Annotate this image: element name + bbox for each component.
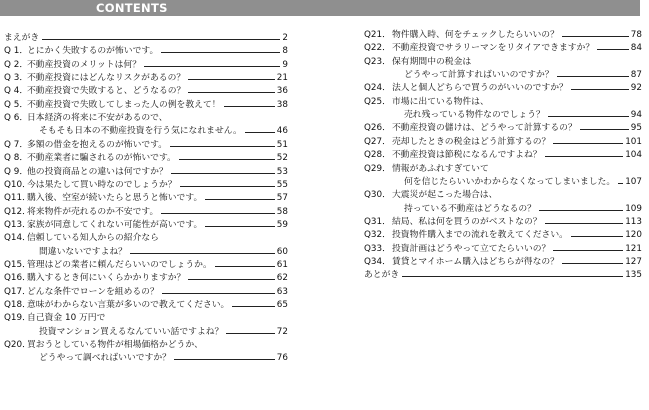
toc-entry-page: 78	[630, 30, 642, 40]
toc-entry-title: 管理はどの業者に頼んだらいいのでしょうか。	[27, 259, 212, 270]
toc-leader-line	[571, 89, 629, 90]
toc-entry-number: Q 1．	[4, 46, 29, 57]
toc-leader-line	[171, 173, 275, 174]
toc-entry[interactable]	[364, 164, 642, 191]
toc-entry-number: Q22．	[364, 43, 391, 54]
toc-entry[interactable]	[4, 60, 288, 73]
toc-entry-number: Q18．	[4, 300, 31, 310]
toc-entry-page: 104	[625, 150, 642, 161]
toc-entry-page: 107	[625, 176, 642, 187]
toc-entry[interactable]	[4, 260, 288, 273]
toc-leader-line	[545, 223, 624, 224]
toc-entry-page: 63	[276, 286, 288, 297]
toc-entry-page: 61	[276, 259, 288, 270]
toc-entry-title: 売却したときの税金はどう計算するの？	[392, 136, 551, 147]
toc-entry-page: 38	[276, 99, 288, 110]
toc-entry-title: 間違いないですよね？	[39, 246, 127, 257]
toc-entry-page: 76	[276, 353, 288, 364]
toc-entry[interactable]	[364, 150, 642, 163]
toc-leader-line	[179, 159, 275, 160]
toc-leader-line	[557, 76, 629, 77]
toc-entry[interactable]	[4, 167, 288, 180]
toc-entry-title: 不動産投資は節税になるんですよね？	[392, 150, 542, 161]
toc-entry-title: 意味がわからない言葉が多いので教えてください。	[27, 300, 230, 310]
toc-entry-number: Q19．	[4, 313, 31, 324]
toc-entry-title: 物件購入時、何をチェックしたらいいの？	[392, 30, 559, 40]
toc-entry-title: 投資計画はどうやって立てたらいいの？	[392, 243, 551, 254]
toc-entry-title: 市場に出ている物件は、	[392, 96, 489, 107]
toc-leader-line	[188, 92, 274, 93]
toc-entry-number: Q11．	[4, 193, 31, 204]
toc-entry-title: 投資マンション買えるなんていい話ですよね？	[39, 326, 224, 337]
toc-leader-line	[548, 116, 629, 117]
toc-entry[interactable]	[4, 207, 288, 220]
toc-entry-title: 購入するとき何にいくらかかりますか？	[27, 273, 186, 284]
toc-entry-number: Q12．	[4, 206, 31, 217]
toc-entry-number: Q 6．	[4, 113, 29, 124]
toc-entry-title: 家族が同意してくれない可能性が高いです。	[27, 219, 203, 230]
toc-entry-title: どうやって計算すればいいのですか？	[404, 70, 554, 81]
toc-leader-line	[553, 250, 623, 251]
toc-leader-line	[161, 213, 275, 214]
toc-entry-title: 不動産投資で失敗してしまった人の例を教えて！	[27, 99, 221, 110]
toc-entry-page: 2	[282, 33, 288, 43]
toc-leader-line	[562, 263, 623, 264]
toc-entry[interactable]	[4, 220, 288, 233]
toc-entry-title: 投資物件購入までの流れを教えてください。	[392, 230, 568, 241]
toc-entry-page: 101	[625, 136, 642, 147]
toc-entry-page: 55	[276, 179, 288, 190]
toc-entry[interactable]	[4, 140, 288, 153]
toc-leader-line	[597, 49, 629, 50]
toc-entry[interactable]	[364, 123, 642, 136]
toc-entry[interactable]	[4, 273, 288, 286]
toc-entry-title: 他の投資商品との違いは何ですか？	[27, 166, 168, 177]
toc-entry-title: 不動産投資の儲けは、どうやって計算するの？	[392, 123, 577, 134]
toc-entry-number: Q24．	[364, 83, 391, 94]
toc-entry-number: Q13．	[4, 219, 31, 230]
toc-entry-page: 52	[276, 153, 288, 164]
toc-entry-title: 何を信じたらいいかわからなくなってしまいました。	[404, 176, 616, 187]
toc-leader-line	[562, 36, 629, 37]
toc-leader-line	[545, 156, 624, 157]
toc-entry[interactable]	[4, 287, 288, 300]
toc-leader-line	[170, 146, 275, 147]
toc-leader-line	[144, 66, 280, 67]
toc-entry-title: 保有期間中の税金は	[392, 56, 472, 67]
toc-entry[interactable]	[4, 86, 288, 99]
toc-entry-title: まえがき	[4, 33, 40, 43]
toc-entry[interactable]	[364, 97, 642, 124]
toc-leader-line	[188, 79, 275, 80]
toc-entry-title: とにかく失敗するのが怖いです。	[27, 46, 159, 57]
toc-entry-title: 買おうとしている物件が相場価格かどうか、	[27, 340, 203, 351]
toc-leader-line	[618, 183, 623, 184]
toc-leader-line	[215, 266, 275, 267]
toc-entry[interactable]	[364, 257, 642, 270]
toc-entry[interactable]	[4, 300, 288, 313]
toc-entry-page: 62	[276, 273, 288, 284]
toc-entry-number: Q 4．	[4, 86, 29, 97]
toc-entry-page: 53	[276, 166, 288, 177]
toc-entry-number: Q26．	[364, 123, 391, 134]
toc-leader-line	[162, 293, 275, 294]
toc-entry-number: Q20．	[4, 340, 31, 351]
toc-entry-title: 今は果たして買い時なのでしょうか？	[27, 179, 177, 190]
toc-entry[interactable]	[364, 30, 642, 43]
toc-entry-page: 36	[276, 86, 288, 97]
toc-entry-title: 情報があふれすぎていて	[392, 163, 489, 174]
toc-leader-line	[245, 132, 275, 133]
toc-leader-line	[224, 106, 275, 107]
toc-entry-number: Q 9．	[4, 166, 29, 177]
toc-entry-title: 不動産投資でサラリーマンをリタイアできますか？	[392, 43, 595, 54]
toc-entry-title: 結局、私は何を買うのがベストなの？	[392, 216, 542, 227]
toc-entry-number: Q23．	[364, 56, 391, 67]
toc-entry[interactable]	[364, 83, 642, 96]
toc-column-left	[4, 0, 288, 410]
toc-entry-page: 21	[276, 73, 288, 84]
toc-leader-line	[161, 52, 280, 53]
toc-leader-line	[130, 253, 275, 254]
toc-entry-title: あとがき	[364, 270, 400, 281]
toc-leader-line	[232, 306, 274, 307]
toc-entry-number: Q 7．	[4, 139, 29, 150]
toc-entry-number: Q25．	[364, 96, 391, 107]
toc-entry-page: 51	[276, 139, 288, 150]
toc-entry-page: 8	[282, 46, 288, 57]
toc-entry-number: Q 3．	[4, 73, 29, 84]
toc-entry-page: 9	[282, 59, 288, 70]
toc-entry-title: 不動産投資のメリットは何？	[27, 59, 142, 70]
toc-entry-page: 127	[625, 256, 642, 267]
toc-entry-title: 日本経済の将来に不安があるので、	[27, 113, 168, 124]
toc-leader-line	[580, 129, 629, 130]
toc-entry-page: 94	[630, 110, 642, 121]
toc-entry-number: Q27．	[364, 136, 391, 147]
toc-entry[interactable]	[4, 113, 288, 140]
toc-entry-title: 不動産業者に騙されるのが怖いです。	[27, 153, 176, 164]
toc-entry-number: Q 5．	[4, 99, 29, 110]
toc-entry-title: 多額の借金を抱えるのが怖いです。	[27, 139, 168, 150]
toc-leader-line	[205, 226, 275, 227]
toc-entry[interactable]	[364, 244, 642, 257]
toc-entry[interactable]	[4, 233, 288, 260]
toc-leader-line	[42, 39, 280, 40]
toc-entry-title: 不動産投資にはどんなリスクがあるの？	[27, 73, 186, 84]
toc-entry[interactable]	[4, 33, 288, 46]
toc-entry-number: Q31．	[364, 216, 391, 227]
toc-column-right	[364, 0, 642, 410]
toc-entry-title: 大震災が起こった場合は、	[392, 190, 498, 201]
toc-entry[interactable]	[4, 73, 288, 86]
toc-entry-title: 信頼している知人からの紹介なら	[27, 233, 159, 244]
toc-entry-page: 58	[276, 206, 288, 217]
toc-entry-number: Q32．	[364, 230, 391, 241]
toc-entry-number: Q34．	[364, 256, 391, 267]
toc-entry-title: 持っている不動産はどうなるの？	[404, 203, 536, 214]
toc-entry-page: 135	[625, 270, 642, 281]
toc-entry-page: 84	[630, 43, 642, 54]
toc-entry-title: 将来物件が売れるのか不安です。	[27, 206, 159, 217]
toc-entry-number: Q33．	[364, 243, 391, 254]
toc-entry-number: Q16．	[4, 273, 31, 284]
toc-entry-page: 120	[625, 230, 642, 241]
toc-entry-page: 72	[276, 326, 288, 337]
toc-leader-line	[571, 236, 623, 237]
toc-entry[interactable]	[364, 270, 642, 283]
toc-entry-title: 自己資金 10 万円で	[27, 313, 106, 324]
toc-entry[interactable]	[364, 137, 642, 150]
toc-leader-line	[226, 333, 274, 334]
contents-title: CONTENTS	[96, 1, 168, 15]
toc-entry-title: どんな条件でローンを組めるの？	[27, 286, 159, 297]
toc-entry[interactable]	[4, 153, 288, 166]
toc-entry-number: Q 8．	[4, 153, 29, 164]
toc-entry-page: 87	[630, 70, 642, 81]
toc-entry-title: 賃貸とマイホーム購入はどちらが得なの？	[392, 256, 559, 267]
toc-entry-number: Q 2．	[4, 59, 29, 70]
toc-entry-number: Q10．	[4, 179, 31, 190]
toc-entry-title: 売れ残っている物件なのでしょう？	[404, 110, 545, 121]
toc-entry-number: Q30．	[364, 190, 391, 201]
toc-entry[interactable]	[364, 43, 642, 56]
toc-entry[interactable]	[364, 217, 642, 230]
toc-leader-line	[539, 210, 623, 211]
toc-leader-line	[402, 276, 623, 277]
toc-entry-number: Q17．	[4, 286, 31, 297]
toc-entry-title: どうやって調べればいいですか？	[39, 353, 171, 364]
toc-entry[interactable]	[364, 57, 642, 84]
toc-entry-page: 113	[625, 216, 642, 227]
toc-entry[interactable]	[4, 313, 288, 340]
toc-entry-number: Q29．	[364, 163, 391, 174]
toc-entry-number: Q28．	[364, 150, 391, 161]
toc-entry[interactable]	[4, 100, 288, 113]
toc-entry-title: そもそも日本の不動産投資を行う気になれません。	[39, 126, 242, 137]
toc-entry-page: 95	[630, 123, 642, 134]
toc-entry-title: 購入後、空室が続いたらと思うと怖いです。	[27, 193, 203, 204]
toc-entry[interactable]	[4, 193, 288, 206]
toc-leader-line	[188, 279, 274, 280]
toc-entry[interactable]	[4, 46, 288, 59]
toc-entry-page: 109	[625, 203, 642, 214]
toc-entry-title: 不動産投資で失敗すると、どうなるの？	[27, 86, 186, 97]
toc-entry[interactable]	[4, 340, 288, 367]
toc-entry-page: 65	[276, 300, 288, 310]
toc-entry[interactable]	[4, 180, 288, 193]
toc-entry[interactable]	[364, 190, 642, 217]
toc-entry-page: 57	[276, 193, 288, 204]
toc-leader-line	[180, 186, 275, 187]
toc-entry-number: Q15．	[4, 259, 31, 270]
toc-entry[interactable]	[364, 230, 642, 243]
toc-entry-page: 121	[625, 243, 642, 254]
toc-leader-line	[553, 143, 623, 144]
toc-entry-page: 60	[276, 246, 288, 257]
toc-entry-title: 法人と個人どちらで買うのがいいのですか？	[392, 83, 568, 94]
toc-entry-page: 46	[276, 126, 288, 137]
toc-leader-line	[174, 359, 275, 360]
toc-entry-number: Q14．	[4, 233, 31, 244]
toc-entry-page: 92	[630, 83, 642, 94]
toc-entry-number: Q21．	[364, 30, 391, 40]
toc-entry-page: 59	[276, 219, 288, 230]
toc-leader-line	[205, 199, 275, 200]
